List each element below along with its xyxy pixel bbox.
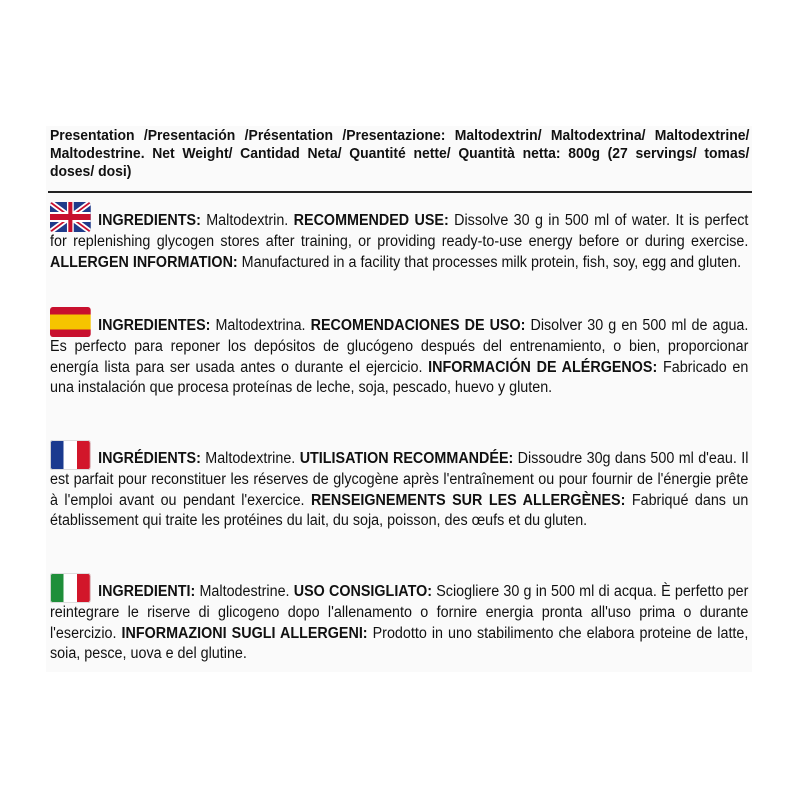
section-english [50, 202, 748, 273]
allergen-text: Fabriqué dans un établissement qui traite les protéines du lait, du soja, poisson, des œufs et du gluten. [50, 491, 749, 529]
allergen-label: RENSEIGNEMENTS SUR LES ALLERGÈNES: [311, 491, 626, 509]
italy-flag-icon [50, 573, 91, 603]
ingredients-label: INGRÉDIENTS: [98, 450, 201, 467]
ingredients-text: Maltodextrin. [200, 212, 294, 229]
ingredients-text: Maltodestrine. [195, 583, 294, 600]
ingredients-text: Maltodextrina. [210, 317, 311, 334]
use-label: USO CONSIGLIATO: [293, 583, 433, 600]
allergen-text: Manufactured in a facility that processes milk protein, fish, soy, egg and gluten. [237, 253, 742, 271]
section-spanish [50, 307, 748, 399]
ingredients-label: INGREDIENTS: [98, 212, 201, 229]
ingredients-label: INGREDIENTES: [98, 317, 211, 334]
section-italian [50, 573, 748, 665]
use-label: RECOMMENDED USE: [293, 212, 449, 229]
allergen-label: INFORMAZIONI SUGLI ALLERGENI: [121, 624, 368, 642]
use-text: Disolver 30 g en 500 ml de agua. Es perfecto para reponer los depósitos de glucógeno después del entrenamiento, o bien, proporcionar energía lista para ser usada antes o durante el ejercicio. [50, 317, 749, 376]
section-french [50, 440, 748, 532]
ingredients-label: INGREDIENTI: [98, 583, 196, 600]
use-text: Dissolve 30 g in 500 ml of water. It is perfect for replenishing glycogen stores after training, or providing ready-to-use energy before or during exercise. [50, 212, 749, 250]
allergen-label: ALLERGEN INFORMATION: [50, 253, 238, 271]
use-label: UTILISATION RECOMMANDÉE: [299, 450, 514, 467]
spain-flag-icon [50, 307, 91, 337]
allergen-label: INFORMACIÓN DE ALÉRGENOS: [428, 358, 658, 376]
use-text: Sciogliere 30 g in 500 ml di acqua. È perfetto per reintegrare le riserve di glicogeno dopo l'allenamento o fornire energia pronta all'uso prima o durante l'esercizio. [50, 583, 749, 642]
uk-flag-icon [50, 202, 91, 232]
presentation-text: Presentation /Presentación /Présentation /Presentazione: Maltodextrin/ Maltodextrina/ Maltodextrine/ Maltodestrine. Net Weight/ Cantidad Neta/ Quantité nette/ Quantità netta: 800g (27 servings/ tomas/ doses/ dosi) [50, 127, 750, 180]
divider-line [48, 191, 752, 193]
allergen-text: Prodotto in uno stabilimento che elabora proteine de latte, soia, pesce, uova e del glutine. [50, 624, 749, 662]
allergen-text: Fabricado en una instalación que procesa proteínas de leche, soja, pescado, huevo y gluten. [50, 358, 749, 396]
france-flag-icon [50, 440, 91, 470]
use-text: Dissoudre 30g dans 500 ml d'eau. Il est parfait pour reconstituer les réserves de glycogène après l'entraînement ou pour fournir de l'énergie prête à l'emploi avant ou pendant l'exercice. [50, 450, 749, 509]
use-label: RECOMENDACIONES DE USO: [310, 317, 526, 334]
ingredients-text: Maltodextrine. [200, 450, 300, 467]
